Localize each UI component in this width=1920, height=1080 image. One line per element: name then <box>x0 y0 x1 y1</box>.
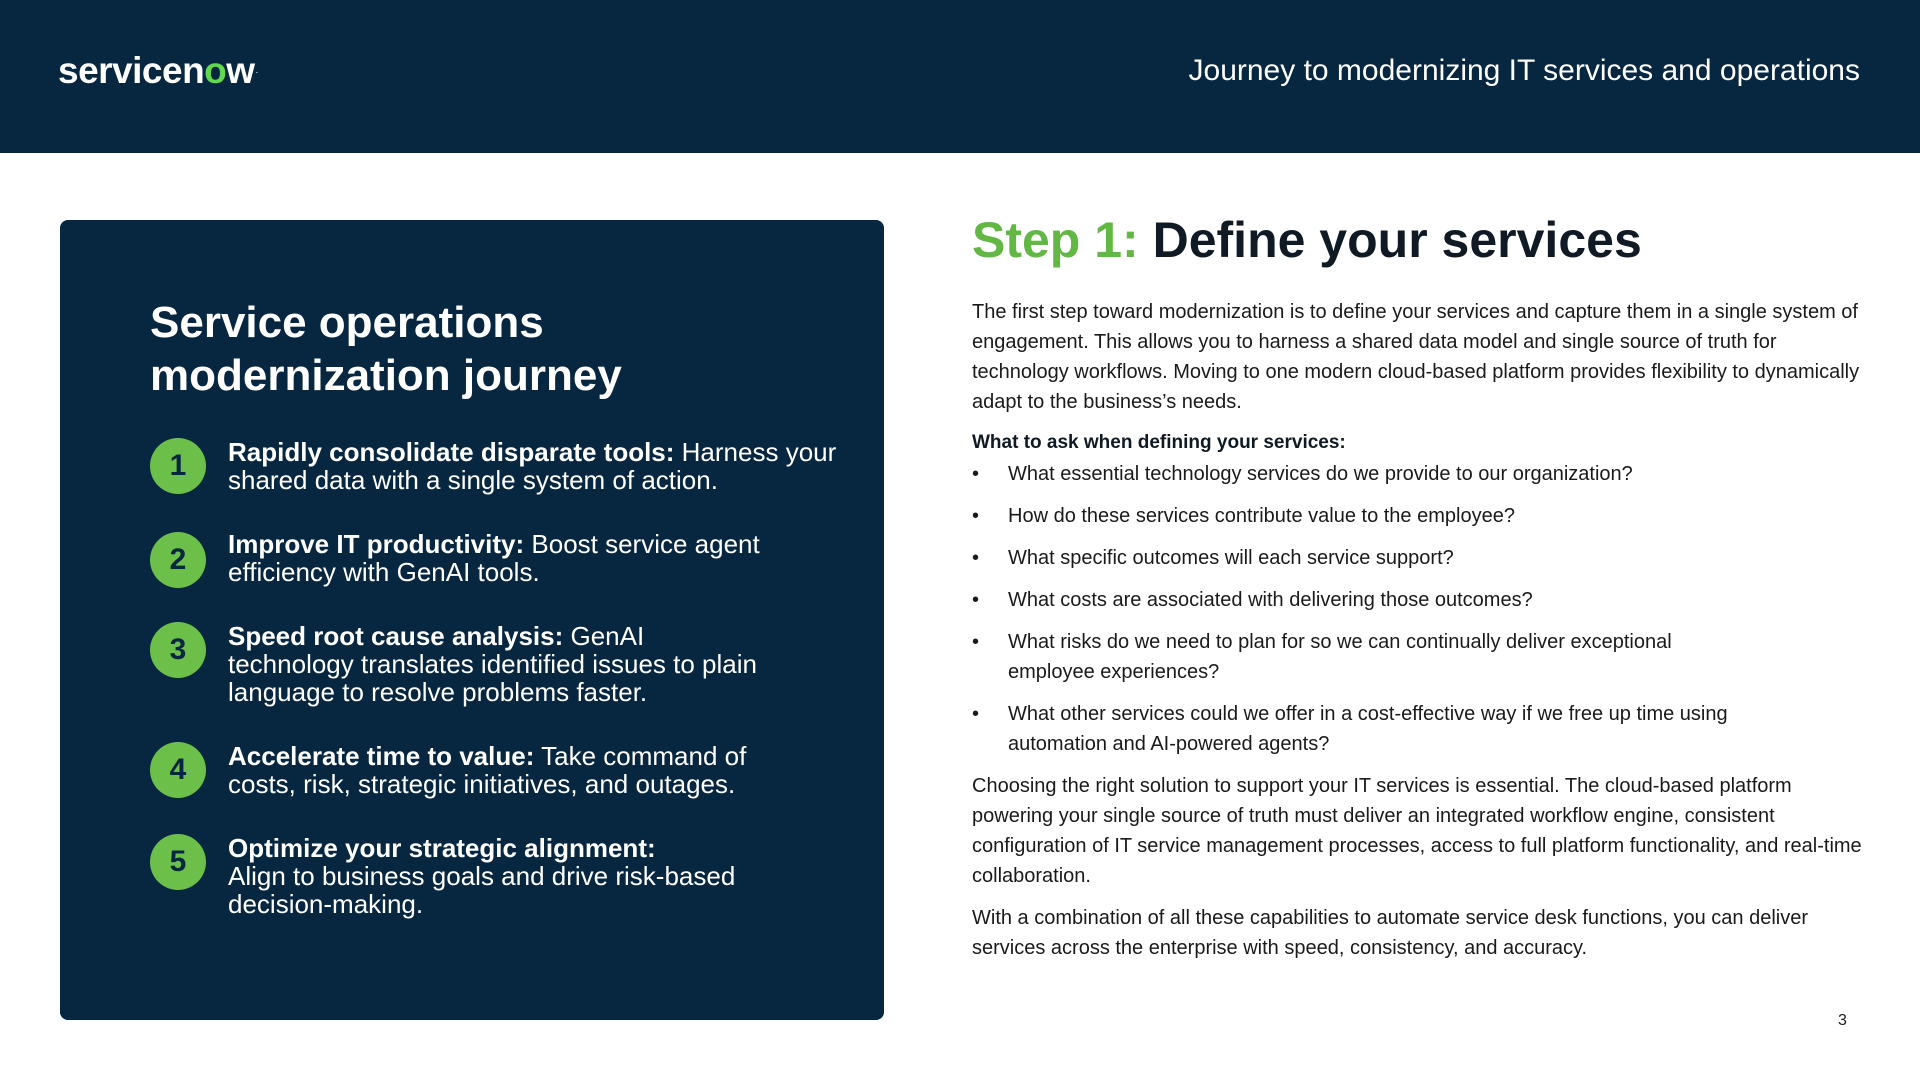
question-item: • What other services could we offer in a cost-effective way if we free up time using automation and AI-powered agents? <box>972 699 1862 759</box>
journey-item-text: Speed root cause analysis: GenAI technology translates identified issues to plain language to resolve problems faster. <box>228 621 757 707</box>
bullet-icon: • <box>972 703 980 725</box>
step-number-badge: 2 <box>150 532 206 588</box>
journey-list <box>150 438 850 918</box>
question-item: • What risks do we need to plan for so we can continually deliver exceptional employee experiences? <box>972 627 1862 687</box>
journey-item-3 <box>150 622 850 706</box>
questions-heading: What to ask when defining your services: <box>972 432 1346 453</box>
servicenow-logo: servicenow. <box>58 50 258 91</box>
step-number-badge: 4 <box>150 742 206 798</box>
step-label: Step 1: <box>972 212 1139 268</box>
journey-item-1 <box>150 438 850 494</box>
questions-list <box>972 459 1862 759</box>
document-title: Journey to modernizing IT services and operations <box>1188 54 1860 87</box>
journey-item-text: Improve IT productivity: Boost service agent efficiency with GenAI tools. <box>228 529 760 587</box>
header-banner <box>0 0 1920 153</box>
closing-paragraph-2: With a combination of all these capabilities to automate service desk functions, you can deliver services across the enterprise with speed, consistency, and accuracy. <box>972 907 1808 959</box>
journey-panel <box>60 220 884 1020</box>
question-item: • What costs are associated with delivering those outcomes? <box>972 585 1862 615</box>
step-number-badge: 1 <box>150 438 206 494</box>
question-item: • What essential technology services do we provide to our organization? <box>972 459 1862 489</box>
question-item: • What specific outcomes will each service support? <box>972 543 1862 573</box>
journey-item-5 <box>150 834 850 918</box>
step-title: Define your services <box>1152 212 1642 268</box>
bullet-icon: • <box>972 589 980 611</box>
intro-paragraph: The first step toward modernization is to define your services and capture them in a single system of engagement. This allows you to harness a shared data model and single source of truth for technology workflows. Moving to one modern cloud-based platform provides flexibility to dynamically adapt to the business’s needs. <box>972 301 1860 413</box>
bullet-icon: • <box>972 631 980 653</box>
step-number-badge: 3 <box>150 622 206 678</box>
closing-paragraph-1: Choosing the right solution to support your IT services is essential. The cloud-based platform powering your single source of truth must deliver an integrated workflow engine, consistent configuration of IT service management processes, access to full platform functionality, and real-time collaboration. <box>972 775 1862 887</box>
journey-item-text: Rapidly consolidate disparate tools: Harness your shared data with a single system of action. <box>228 437 837 495</box>
journey-item-text: Optimize your strategic alignment: Align to business goals and drive risk-based decision-making. <box>228 833 736 919</box>
step-content <box>972 210 1862 963</box>
question-item: • How do these services contribute value to the employee? <box>972 501 1862 531</box>
journey-item-2 <box>150 530 850 586</box>
panel-title: Service operations modernization journey <box>150 298 622 400</box>
step-heading <box>972 210 1862 270</box>
bullet-icon: • <box>972 547 980 569</box>
page-number: 3 <box>1838 1012 1847 1029</box>
bullet-icon: • <box>972 505 980 527</box>
bullet-icon: • <box>972 463 980 485</box>
journey-item-text: Accelerate time to value: Take command of costs, risk, strategic initiatives, and outages. <box>228 741 747 799</box>
step-number-badge: 5 <box>150 834 206 890</box>
journey-item-4 <box>150 742 850 798</box>
